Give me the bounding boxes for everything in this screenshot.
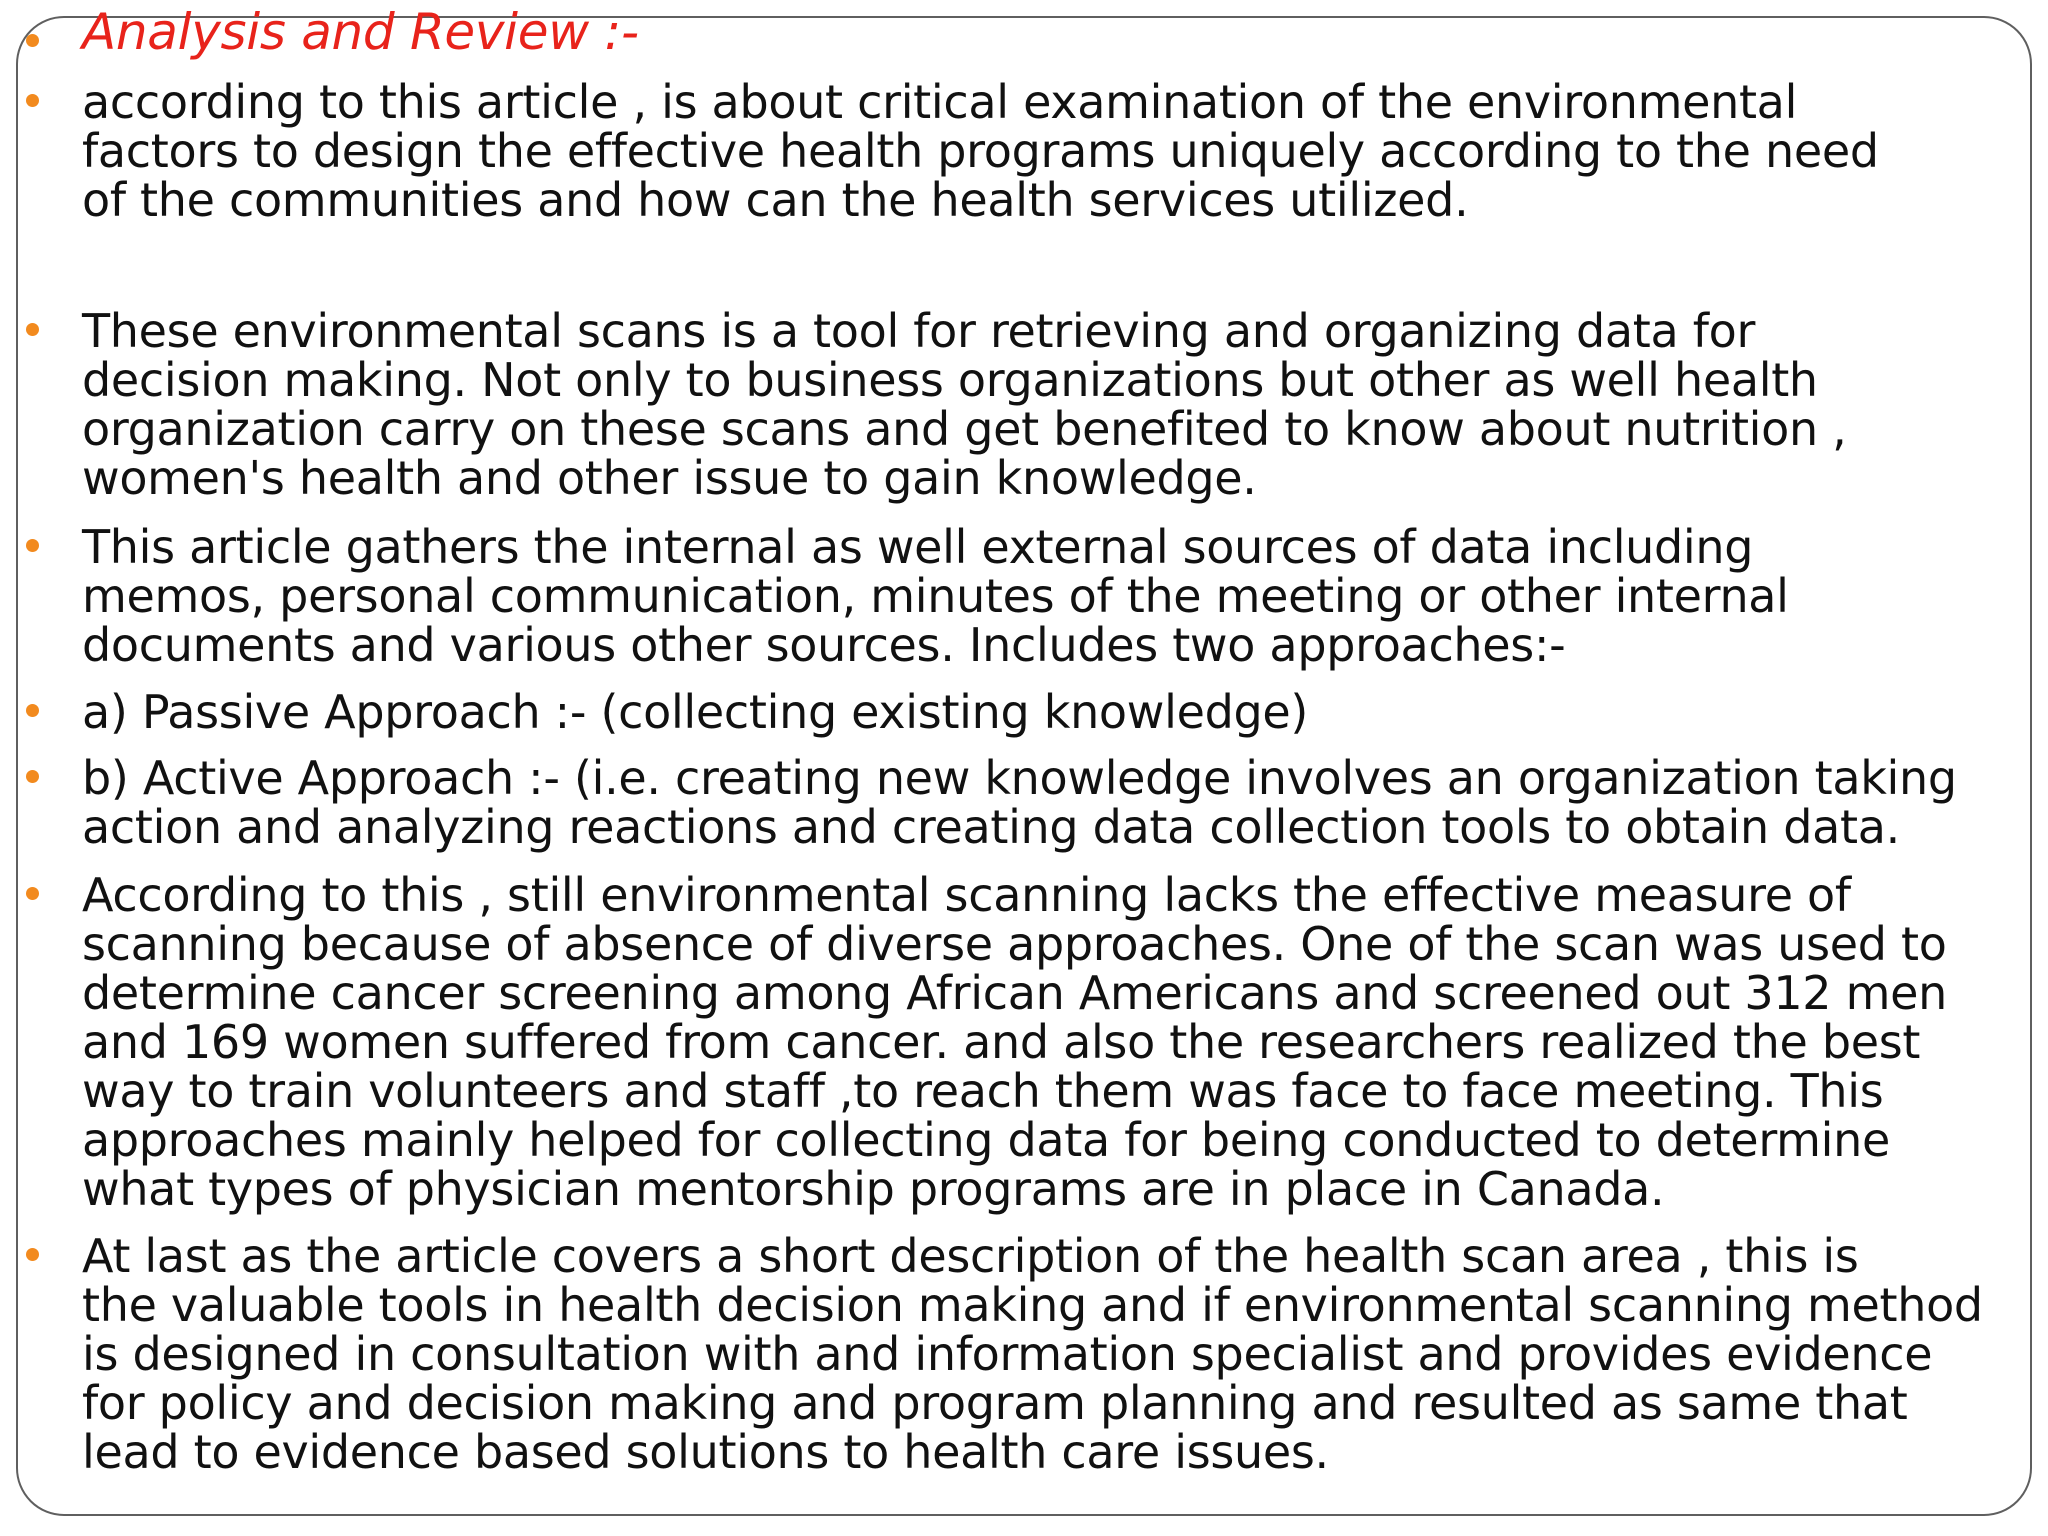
bullet-text: These environmental scans is a tool for retrieving and organizing data for decision making. Not only to business organizations but other as well health organization carry on these scans and get benefited to know about nutrition , women's health and other issue to gain knowledge. [82, 304, 1847, 505]
bullet-dot [26, 1248, 39, 1261]
slide-heading: Analysis and Review :- [82, 3, 639, 61]
bullet-dot [26, 539, 39, 552]
bullet-text: According to this , still environmental scanning lacks the effective measure of scanning because of absence of diverse approaches. One of the scan was used to determine cancer screening among African Americans and screened out 312 men and 169 women suffered from cancer. and also the researchers realized the best way to train volunteers and staff ,to reach them was face to face meeting. This approaches mainly helped for collecting data for being conducted to determine what types of physician mentorship programs are in place in Canada. [82, 868, 1947, 1216]
bullet-dot [26, 887, 39, 900]
bullet-dot [26, 770, 39, 783]
bullet-dot [26, 323, 39, 336]
bullet-text: This article gathers the internal as well external sources of data including memos, personal communication, minutes of the meeting or other internal documents and various other sources. Includes two approaches:- [82, 520, 1789, 672]
bullet-text: a) Passive Approach :- (collecting existing knowledge) [82, 685, 1309, 739]
bullet-text: according to this article , is about critical examination of the environmental factors to design the effective health programs uniquely according to the need of the communities and how can the health services utilized. [82, 75, 1879, 227]
bullet-text: At last as the article covers a short description of the health scan area , this is the valuable tools in health decision making and if environmental scanning method is designed in consultation with and information specialist and provides evidence for policy and decision making and program planning and resulted as same that lead to evidence based solutions to health care issues. [82, 1229, 1983, 1479]
bullet-dot [26, 704, 39, 717]
bullet-dot [26, 94, 39, 107]
bullet-text: b) Active Approach :- (i.e. creating new knowledge involves an organization taking action and analyzing reactions and creating data collection tools to obtain data. [82, 751, 1957, 854]
bullet-dot [26, 34, 39, 47]
